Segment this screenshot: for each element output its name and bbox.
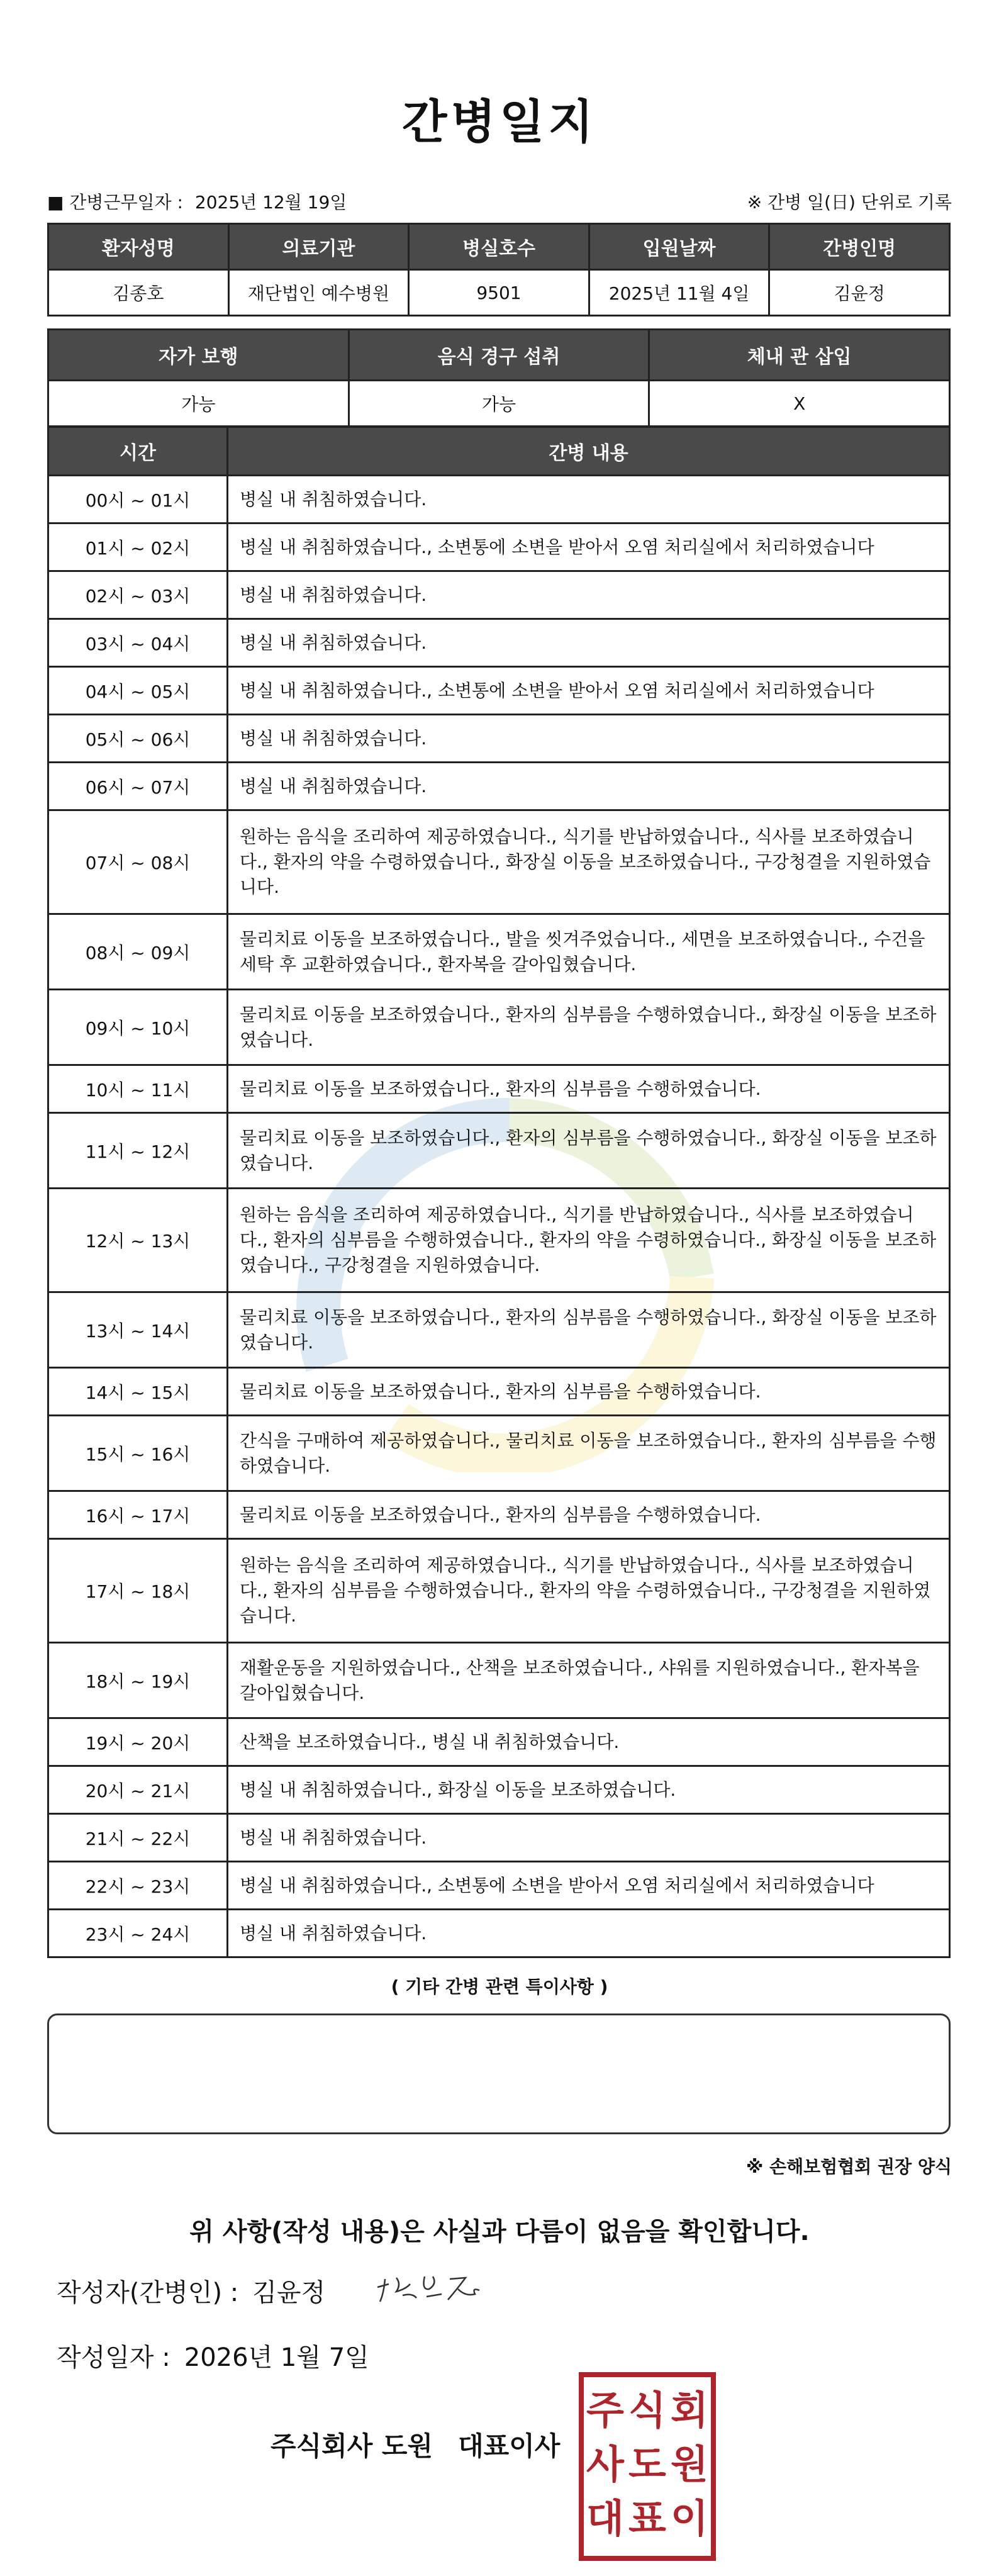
log-content: 물리치료 이동을 보조하였습니다., 환자의 심부름을 수행하였습니다. bbox=[228, 1491, 950, 1539]
log-content: 원하는 음식을 조리하여 제공하였습니다., 식기를 반납하였습니다., 식사를 보조하였습니다., 환자의 약을 수령하였습니다., 화장실 이동을 보조하였습니다., 구강청결을 지원하였습니다. bbox=[228, 810, 950, 914]
page-title: 간병일지 bbox=[402, 95, 597, 149]
room-number: 9501 bbox=[409, 270, 589, 316]
meta-row bbox=[47, 189, 952, 214]
log-time: 00시 ~ 01시 bbox=[48, 476, 228, 524]
written-date: 2026년 1월 7일 bbox=[184, 2343, 369, 2372]
header-admission-date: 입원날짜 bbox=[589, 224, 769, 270]
tube-value: X bbox=[649, 381, 950, 427]
company-seal bbox=[579, 2372, 716, 2561]
log-content: 병실 내 취침하였습니다. bbox=[228, 619, 950, 667]
log-content: 원하는 음식을 조리하여 제공하였습니다., 식기를 반납하였습니다., 식사를 보조하였습니다., 환자의 심부름을 수행하였습니다., 환자의 약을 수령하였습니다., 화장실 이동을 보조하였습니다., 구강청결을 지원하였습니다. bbox=[228, 1189, 950, 1292]
hospital-name: 재단법인 예수병원 bbox=[228, 270, 409, 316]
special-notes-box bbox=[47, 2013, 951, 2134]
log-content: 물리치료 이동을 보조하였습니다., 환자의 심부름을 수행하였습니다., 화장실 이동을 보조하였습니다. bbox=[228, 1113, 950, 1189]
log-row bbox=[48, 1368, 950, 1416]
log-content: 병실 내 취침하였습니다. bbox=[228, 476, 950, 524]
log-time: 02시 ~ 03시 bbox=[48, 571, 228, 619]
svg-text:이: 이 bbox=[671, 2495, 708, 2541]
confirmation-statement: 위 사항(작성 내용)은 사실과 다름이 없음을 확인합니다. bbox=[189, 2217, 810, 2246]
header-tube: 체내 관 삽입 bbox=[649, 330, 950, 381]
special-notes-label: ( 기타 간병 관련 특이사항 ) bbox=[391, 1976, 608, 1997]
caregiver-name: 김윤정 bbox=[769, 270, 950, 316]
log-row bbox=[48, 1292, 950, 1368]
log-time: 12시 ~ 13시 bbox=[48, 1189, 228, 1292]
log-content: 물리치료 이동을 보조하였습니다., 환자의 심부름을 수행하였습니다. bbox=[228, 1368, 950, 1416]
log-content: 물리치료 이동을 보조하였습니다., 환자의 심부름을 수행하였습니다., 화장실 이동을 보조하였습니다. bbox=[228, 990, 950, 1065]
log-content: 물리치료 이동을 보조하였습니다., 발을 씻겨주었습니다., 세면을 보조하였습니다., 수건을 세탁 후 교환하였습니다., 환자복을 갈아입혔습니다. bbox=[228, 914, 950, 990]
company-line bbox=[271, 2426, 560, 2463]
log-time: 08시 ~ 09시 bbox=[48, 914, 228, 990]
care-status-table bbox=[47, 328, 951, 427]
log-time: 20시 ~ 21시 bbox=[48, 1766, 228, 1814]
log-time: 15시 ~ 16시 bbox=[48, 1416, 228, 1491]
header-patient-name: 환자성명 bbox=[48, 224, 229, 270]
log-row bbox=[48, 990, 950, 1065]
company-ceo: 대표이사 bbox=[458, 2431, 561, 2461]
log-content: 병실 내 취침하였습니다. bbox=[228, 1910, 950, 1957]
patient-info-table bbox=[47, 223, 951, 316]
log-time: 03시 ~ 04시 bbox=[48, 619, 228, 667]
author-line bbox=[57, 2273, 325, 2309]
log-row bbox=[48, 763, 950, 810]
patient-name: 김종호 bbox=[48, 270, 229, 316]
log-time: 14시 ~ 15시 bbox=[48, 1368, 228, 1416]
svg-text:식: 식 bbox=[628, 2387, 666, 2433]
log-time: 18시 ~ 19시 bbox=[48, 1643, 228, 1718]
log-content: 병실 내 취침하였습니다., 화장실 이동을 보조하였습니다. bbox=[228, 1766, 950, 1814]
log-content: 병실 내 취침하였습니다. bbox=[228, 1814, 950, 1862]
log-content: 병실 내 취침하였습니다. bbox=[228, 763, 950, 810]
log-content: 병실 내 취침하였습니다. bbox=[228, 571, 950, 619]
svg-text:회: 회 bbox=[671, 2387, 708, 2433]
handwritten-signature bbox=[371, 2265, 491, 2309]
svg-text:도: 도 bbox=[628, 2441, 666, 2487]
log-time: 19시 ~ 20시 bbox=[48, 1718, 228, 1766]
log-time: 23시 ~ 24시 bbox=[48, 1910, 228, 1957]
log-time: 01시 ~ 02시 bbox=[48, 524, 228, 571]
log-time: 11시 ~ 12시 bbox=[48, 1113, 228, 1189]
log-row bbox=[48, 1910, 950, 1957]
log-content: 물리치료 이동을 보조하였습니다., 환자의 심부름을 수행하였습니다. bbox=[228, 1065, 950, 1113]
log-time: 17시 ~ 18시 bbox=[48, 1539, 228, 1643]
svg-text:표: 표 bbox=[628, 2495, 666, 2541]
work-date bbox=[47, 189, 347, 214]
log-row bbox=[48, 476, 950, 524]
header-caregiver: 간병인명 bbox=[769, 224, 950, 270]
log-row bbox=[48, 1539, 950, 1643]
header-hospital: 의료기관 bbox=[228, 224, 409, 270]
log-row bbox=[48, 715, 950, 763]
header-walking: 자가 보행 bbox=[48, 330, 349, 381]
log-content: 병실 내 취침하였습니다., 소변통에 소변을 받아서 오염 처리실에서 처리하였습니다 bbox=[228, 1862, 950, 1910]
care-log-body bbox=[48, 476, 950, 1957]
written-date-label: 작성일자 : bbox=[57, 2343, 170, 2372]
work-date-value: 2025년 12월 19일 bbox=[194, 192, 347, 213]
log-time: 10시 ~ 11시 bbox=[48, 1065, 228, 1113]
log-row bbox=[48, 1065, 950, 1113]
header-time: 시간 bbox=[48, 427, 228, 476]
care-log-table bbox=[47, 426, 951, 1958]
log-row bbox=[48, 1416, 950, 1491]
log-row bbox=[48, 1189, 950, 1292]
log-row bbox=[48, 1491, 950, 1539]
author-name: 김윤정 bbox=[252, 2278, 326, 2307]
svg-text:원: 원 bbox=[671, 2441, 708, 2487]
log-time: 22시 ~ 23시 bbox=[48, 1862, 228, 1910]
log-row bbox=[48, 1643, 950, 1718]
log-row bbox=[48, 1766, 950, 1814]
company-name: 주식회사 도원 bbox=[271, 2431, 433, 2461]
header-room: 병실호수 bbox=[409, 224, 589, 270]
log-time: 07시 ~ 08시 bbox=[48, 810, 228, 914]
log-time: 13시 ~ 14시 bbox=[48, 1292, 228, 1368]
log-row bbox=[48, 810, 950, 914]
log-row bbox=[48, 1862, 950, 1910]
work-date-label: ■ 간병근무일자 : bbox=[47, 192, 183, 213]
log-content: 물리치료 이동을 보조하였습니다., 환자의 심부름을 수행하였습니다., 화장실 이동을 보조하였습니다. bbox=[228, 1292, 950, 1368]
header-oral-intake: 음식 경구 섭취 bbox=[349, 330, 649, 381]
log-content: 원하는 음식을 조리하여 제공하였습니다., 식기를 반납하였습니다., 식사를 보조하였습니다., 환자의 심부름을 수행하였습니다., 환자의 약을 수령하였습니다., 구강청결을 지원하였습니다. bbox=[228, 1539, 950, 1643]
log-time: 09시 ~ 10시 bbox=[48, 990, 228, 1065]
log-row bbox=[48, 667, 950, 715]
log-content: 재활운동을 지원하였습니다., 산책을 보조하였습니다., 샤워를 지원하였습니다., 환자복을 갈아입혔습니다. bbox=[228, 1643, 950, 1718]
log-row bbox=[48, 571, 950, 619]
log-content: 산책을 보조하였습니다., 병실 내 취침하였습니다. bbox=[228, 1718, 950, 1766]
admission-date: 2025년 11월 4일 bbox=[589, 270, 769, 316]
log-time: 04시 ~ 05시 bbox=[48, 667, 228, 715]
log-time: 05시 ~ 06시 bbox=[48, 715, 228, 763]
log-row bbox=[48, 1113, 950, 1189]
svg-text:사: 사 bbox=[586, 2441, 624, 2487]
log-time: 16시 ~ 17시 bbox=[48, 1491, 228, 1539]
walking-value: 가능 bbox=[48, 381, 349, 427]
log-content: 간식을 구매하여 제공하였습니다., 물리치료 이동을 보조하였습니다., 환자의 심부름을 수행하였습니다. bbox=[228, 1416, 950, 1491]
log-content: 병실 내 취침하였습니다., 소변통에 소변을 받아서 오염 처리실에서 처리하였습니다 bbox=[228, 667, 950, 715]
log-row bbox=[48, 1814, 950, 1862]
log-row bbox=[48, 619, 950, 667]
oral-intake-value: 가능 bbox=[349, 381, 649, 427]
written-date-line bbox=[57, 2338, 369, 2373]
header-care-content: 간병 내용 bbox=[228, 427, 950, 476]
log-time: 21시 ~ 22시 bbox=[48, 1814, 228, 1862]
form-source-note: ※ 손해보험협회 권장 양식 bbox=[746, 2156, 952, 2177]
log-content: 병실 내 취침하였습니다. bbox=[228, 715, 950, 763]
log-row bbox=[48, 524, 950, 571]
author-label: 작성자(간병인) : bbox=[57, 2278, 239, 2307]
log-time: 06시 ~ 07시 bbox=[48, 763, 228, 810]
svg-text:주: 주 bbox=[586, 2387, 624, 2433]
record-unit-note: ※ 간병 일(日) 단위로 기록 bbox=[747, 192, 952, 213]
svg-text:대: 대 bbox=[586, 2495, 624, 2541]
log-row bbox=[48, 1718, 950, 1766]
log-row bbox=[48, 914, 950, 990]
log-content: 병실 내 취침하였습니다., 소변통에 소변을 받아서 오염 처리실에서 처리하였습니다 bbox=[228, 524, 950, 571]
